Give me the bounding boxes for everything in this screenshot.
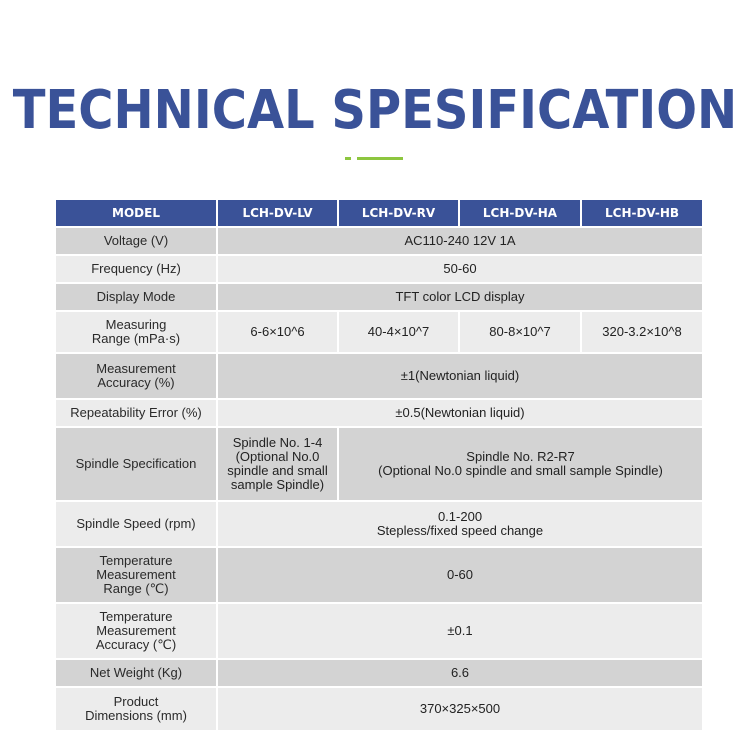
spindle-other-line2: (Optional No.0 spindle and small sample Spindle): [378, 463, 663, 478]
header-hb: LCH-DV-HB: [581, 199, 703, 227]
display-value: TFT color LCD display: [217, 283, 703, 311]
dimensions-value: 370×325×500: [217, 687, 703, 731]
weight-value: 6.6: [217, 659, 703, 687]
title-accent-dot: [345, 157, 351, 160]
voltage-value: AC110-240 12V 1A: [217, 227, 703, 255]
header-row: [55, 199, 703, 227]
voltage-label: Voltage (V): [55, 227, 217, 255]
row-frequency: [55, 255, 703, 283]
temp-range-label-line1: Temperature: [99, 553, 173, 568]
title-accent-line: [357, 157, 403, 160]
speed-value-line1: 0.1-200: [437, 509, 483, 524]
spindle-label: Spindle Specification: [55, 427, 217, 501]
repeatability-value: ±0.5(Newtonian liquid): [217, 399, 703, 427]
frequency-label: Frequency (Hz): [55, 255, 217, 283]
row-temp-accuracy: [55, 603, 703, 659]
temp-range-label: [55, 547, 217, 603]
row-voltage: [55, 227, 703, 255]
header-rv: LCH-DV-RV: [338, 199, 459, 227]
range-hb: 320-3.2×10^8: [581, 311, 703, 353]
weight-label: Net Weight (Kg): [55, 659, 217, 687]
header-lv: LCH-DV-LV: [217, 199, 338, 227]
spec-table: [54, 198, 704, 732]
row-spindle: [55, 427, 703, 501]
speed-label: Spindle Speed (rpm): [55, 501, 217, 547]
row-repeatability: [55, 399, 703, 427]
row-speed: [55, 501, 703, 547]
row-dimensions: [55, 687, 703, 731]
spindle-lv-line3: spindle and small: [227, 463, 328, 478]
temp-range-label-line3: Range (℃): [103, 581, 169, 596]
repeatability-label: Repeatability Error (%): [55, 399, 217, 427]
range-lv: 6-6×10^6: [217, 311, 338, 353]
spindle-other: [338, 427, 703, 501]
page-title: TECHNICAL SPESIFICATION: [12, 78, 738, 142]
range-label-line1: Measuring: [105, 317, 167, 332]
row-temp-range: [55, 547, 703, 603]
dimensions-label-line1: Product: [113, 694, 159, 709]
spindle-other-line1: Spindle No. R2-R7: [466, 449, 575, 464]
temp-accuracy-label-line2: Measurement: [96, 623, 176, 638]
range-rv: 40-4×10^7: [338, 311, 459, 353]
row-weight: [55, 659, 703, 687]
header-ha: LCH-DV-HA: [459, 199, 581, 227]
display-label: Display Mode: [55, 283, 217, 311]
accuracy-label-line1: Measurement: [96, 361, 176, 376]
range-ha: 80-8×10^7: [459, 311, 581, 353]
range-label: [55, 311, 217, 353]
spindle-lv-line4: sample Spindle): [230, 477, 325, 492]
temp-accuracy-label-line1: Temperature: [99, 609, 173, 624]
temp-accuracy-label: [55, 603, 217, 659]
row-range: [55, 311, 703, 353]
header-model: MODEL: [55, 199, 217, 227]
spindle-lv-line1: Spindle No. 1-4: [232, 435, 323, 450]
temp-range-value: 0-60: [217, 547, 703, 603]
range-label-line2: Range (mPa·s): [91, 331, 181, 346]
spindle-lv-line2: (Optional No.0: [235, 449, 320, 464]
speed-value-line2: Stepless/fixed speed change: [376, 523, 544, 538]
speed-value: [217, 501, 703, 547]
spindle-lv: [217, 427, 338, 501]
row-display: [55, 283, 703, 311]
frequency-value: 50-60: [217, 255, 703, 283]
dimensions-label-line2: Dimensions (mm): [85, 708, 187, 723]
dimensions-label: [55, 687, 217, 731]
temp-accuracy-value: ±0.1: [217, 603, 703, 659]
accuracy-value: ±1(Newtonian liquid): [217, 353, 703, 399]
accuracy-label-line2: Accuracy (%): [97, 375, 175, 390]
accuracy-label: [55, 353, 217, 399]
row-accuracy: [55, 353, 703, 399]
temp-range-label-line2: Measurement: [96, 567, 176, 582]
temp-accuracy-label-line3: Accuracy (℃): [95, 637, 177, 652]
